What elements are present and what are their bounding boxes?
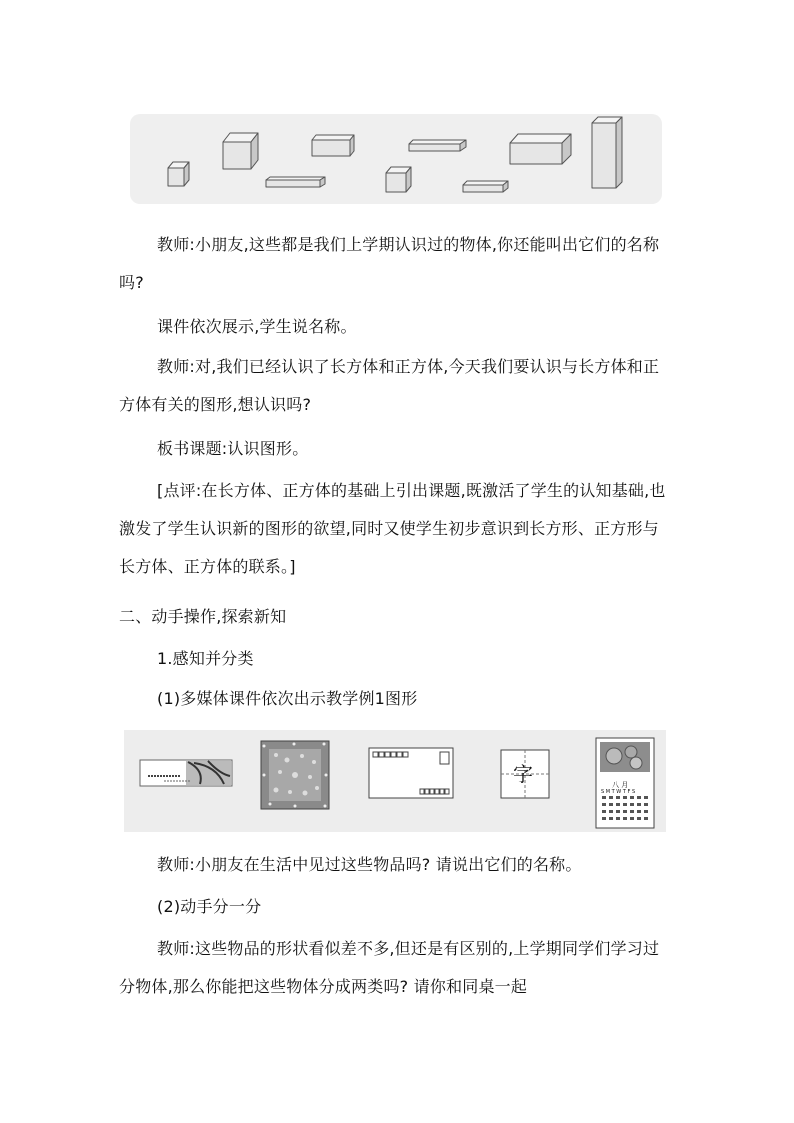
solids-drawing [130,114,662,204]
medium-cube [223,133,258,169]
paragraph-teacher-question: 教师:小朋友,这些都是我们上学期认识过的物体,你还能叫出它们的名称吗? [119,235,660,292]
step-heading-2: (2)动手分一分 [157,897,262,916]
envelope-image [369,748,453,798]
figure-objects [124,730,666,832]
tall-prism [592,117,622,188]
calendar-weekdays: S M T W T F S [601,789,636,795]
section-heading: 二、动手操作,探索新知 [119,607,287,626]
figure-solids [130,114,662,204]
subsection-heading: 1.感知并分类 [157,649,254,668]
flat-board-2 [409,140,466,151]
flat-board-1 [266,177,325,187]
handkerchief-image [261,741,329,809]
step-heading-1: (1)多媒体课件依次出示教学例1图形 [157,689,418,708]
paragraph-board-title: 板书课题:认识图形。 [157,439,309,458]
paragraph-teacher-items: 教师:小朋友在生活中见过这些物品吗? 请说出它们的名称。 [157,855,582,874]
paragraph-comment: [点评:在长方体、正方体的基础上引出课题,既激活了学生的认知基础,也激发了学生认识新的图形的欲望,同时又使学生初步意识到长方形、正方形与长方体、正方体的联系。] [119,481,666,576]
large-cuboid [510,134,571,164]
paragraph-teacher-classify: 教师:这些物品的形状看似差不多,但还是有区别的,上学期同学们学习过分物体,那么你能把这些物体分成两类吗? 请你和同桌一起 [119,939,660,996]
calendar-month: 八 月 [612,781,629,789]
small-cube [168,162,189,186]
paragraph-teacher-intro: 教师:对,我们已经认识了长方体和正方体,今天我们要认识与长方体和正方体有关的图形,想认识吗? [119,357,660,414]
envelope-glyph: 字 [513,762,533,786]
paragraph-display: 课件依次展示,学生说名称。 [157,317,357,336]
objects-drawing [124,730,666,832]
small-slab [463,181,508,192]
small-cube-2 [386,167,411,192]
bookmark-image [140,760,232,786]
cuboid-box [312,135,354,156]
